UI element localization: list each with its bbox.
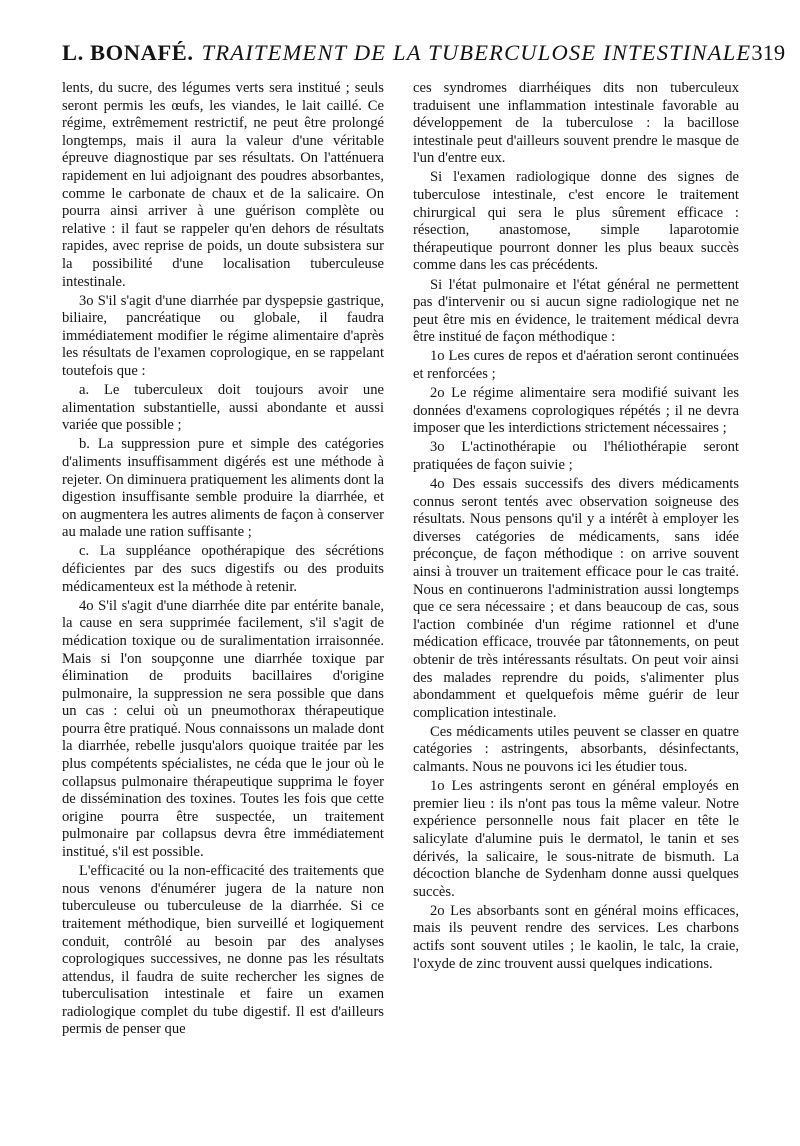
paragraph: 4o Des essais successifs des divers médicaments connus seront tentés avec observation soigneuse des résultats. Nous pensons qu'il y a intérêt à employer les diverses catégories de médicaments, sans idée préconçue, de façon méthodique : on arrive souvent ainsi à trouver un traitement efficace pour le cas traité. Nous en continuerons l'administration aussi longtemps que ce sera nécessaire ; et dans beaucoup de cas, sous l'action combinée d'un régime rationnel et d'une médication efficace, trouvée par tâtonnements, on peut obtenir de très intéressants résultats. On peut voir ainsi des malades reprendre du poids, s'alimenter plus abondamment et quelquefois même guérir de leur complication intestinale. bbox=[413, 476, 739, 721]
header-title: TRAITEMENT DE LA TUBERCULOSE INTESTINALE bbox=[201, 40, 752, 65]
right-column bbox=[413, 80, 739, 973]
paragraph: a. Le tuberculeux doit toujours avoir une alimentation substantielle, aussi abondante et aussi variée que possible ; bbox=[62, 382, 384, 434]
paragraph: 2o Les absorbants sont en général moins efficaces, mais ils peuvent rendre des services. Les charbons actifs sont souvent utiles ; le kaolin, le talc, la craie, l'oxyde de zinc trouvent aussi quelques indications. bbox=[413, 902, 739, 972]
paragraph: Ces médicaments utiles peuvent se classer en quatre catégories : astringents, absorbants, désinfectants, calmants. Nous ne pouvons ici les étudier tous. bbox=[413, 723, 739, 776]
paragraph: 1o Les cures de repos et d'aération seront continuées et renforcées ; bbox=[413, 348, 739, 382]
paragraph: L'efficacité ou la non-efficacité des traitements que nous venons d'énumérer jugera de la nature non tuberculeuse ou tuberculeuse de la diarrhée. Si ce traitement méthodique, bien surveillé et logiquement conduit, contrôlé au besoin par des analyses coprologiques successives, ne donne pas les résultats attendus, il faudra de suite rechercher les signes de tuberculisation intestinale et faire un examen radiologique complet du tube digestif. Il est d'ailleurs permis de penser que bbox=[62, 863, 384, 1038]
paragraph: Si l'état pulmonaire et l'état général ne permettent pas d'intervenir ou si aucun signe radiologique net ne peut être mis en évidence, le traitement médical devra être institué de façon méthodique : bbox=[413, 276, 739, 346]
paragraph: ces syndromes diarrhéiques dits non tuberculeux traduisent une inflammation intestinale favorable au développement de la tuberculose : la bacillose intestinale peut d'ailleurs souvent prendre le masque de l'un d'entre eux. bbox=[413, 80, 739, 167]
paragraph: lents, du sucre, des légumes verts sera institué ; seuls seront permis les œufs, les viandes, le lait caillé. Ce régime, extrêmement restrictif, ne peut être prolongé longtemps, mais il aura la valeur d'une véritable épreuve diagnostique par ses résultats. On l'atténuera rapidement en lui adjoignant des poudres absorbantes, comme le carbonate de chaux et de la salicaire. On pourra ainsi arriver à une guérison complète ou relative : il faut se rappeler qu'en dehors de résultats rapides, avec reprise de poids, un doute subsistera sur la possibilité d'une localisation tuberculeuse intestinale. bbox=[62, 80, 384, 290]
paragraph: b. La suppression pure et simple des catégories d'aliments insuffisamment digérés est une méthode à rejeter. On diminuera pratiquement les aliments dont la digestion insuffisante semble produire la diarrhée, et on augmentera les autres aliments de façon à conserver au malade une ration suffisante ; bbox=[62, 436, 384, 541]
page-number: 319 bbox=[751, 40, 786, 65]
paragraph: 1o Les astringents seront en général employés en premier lieu : ils n'ont pas tous la même valeur. Notre expérience personnelle nous fait placer en tête le salicylate d'alumine puis le dermatol, le tanin et ses dérivés, la salicaire, le sous-nitrate de bismuth. La décoction blanche de Sydenham donne aussi quelques succès. bbox=[413, 778, 739, 900]
paragraph: Si l'examen radiologique donne des signes de tuberculose intestinale, c'est encore le traitement chirurgical qui sera le plus sûrement efficace : résection, anastomose, simple laparotomie thérapeutique pourront donner les plus beaux succès comme dans les cas précédents. bbox=[413, 169, 739, 274]
paragraph: c. La suppléance opothérapique des sécrétions déficientes par des sucs digestifs ou des produits médicamenteux est la méthode à retenir. bbox=[62, 543, 384, 595]
running-header bbox=[62, 40, 786, 74]
header-author: L. BONAFÉ. bbox=[62, 40, 194, 65]
paragraph: 2o Le régime alimentaire sera modifié suivant les données d'examens coprologiques répétés ; il ne devra imposer que les interdictions strictement nécessaires ; bbox=[413, 385, 739, 437]
paragraph: 3o L'actinothérapie ou l'héliothérapie seront pratiquées de façon suivie ; bbox=[413, 439, 739, 473]
paragraph: 3o S'il s'agit d'une diarrhée par dyspepsie gastrique, biliaire, pancréatique ou globale, il faudra immédiatement modifier le régime alimentaire d'après les résultats de l'examen coprologique, en se rappelant toutefois que : bbox=[62, 292, 384, 379]
left-column bbox=[62, 80, 384, 1039]
paragraph: 4o S'il s'agit d'une diarrhée dite par entérite banale, la cause en sera supprimée facilement, s'il s'agit de médication toxique ou de suralimentation irraisonnée. Mais si l'on soupçonne une diarrhée toxique par élimination de produits bacillaires d'origine pulmonaire, la suppression ne sera possible que dans un cas : celui où un pneumothorax thérapeutique pourra être pratiqué. Nous connaissons un malade dont la diarrhée, rebelle jusqu'alors quoique traitée par les plus compétents spécialistes, ne céda que le jour où le collapsus pulmonaire thérapeutique supprima le foyer de dissémination des toxines. Toutes les fois que cette origine pourra être suspectée, un traitement pulmonaire par collapsus devra être immédiatement institué, s'il est possible. bbox=[62, 597, 384, 861]
